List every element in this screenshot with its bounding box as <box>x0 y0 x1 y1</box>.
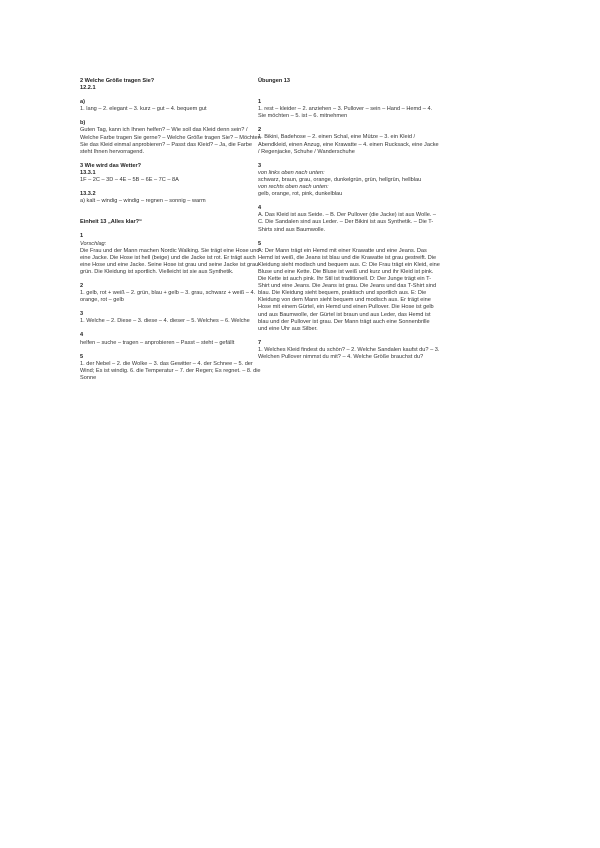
exercise-number: 3 <box>80 311 84 318</box>
answer-text: A: Der Mann trägt ein Hemd mit einer Krawatte und eine Jeans. Das Hemd ist weiß, die Jeans ist blau und die Krawatte ist grau gestreift. Die Kleidung sieht modisch und bequem aus. C: Die Frau trägt ein Kleid, eine Bluse und eine Kette. Die Bluse ist weiß und kurz und ihr Kleid ist pink. Die Kette ist auch pink. Ihr Stil ist traditionell. D: Der Junge trägt ein T-Shirt und eine Jeans. Die Jeans ist grau. Die Jeans und das T-Shirt sind blau. Die Kleidung sieht bequem, praktisch und sportlich aus. E: Die Kleidung von dem Mann sieht bequem und modisch aus. Er trägt eine Hose mit einem Gürtel, ein Hemd und einen Pullover. Die Hose ist gelb und aus Baumwolle, der Gürtel ist braun und aus Leder, das Hemd ist blau und der Pullover ist grau. Der Mann trägt auch eine Sonnenbrille und eine Uhr aus Silber. <box>258 247 440 332</box>
exercise-block <box>258 127 440 155</box>
part-label: a) <box>80 99 85 106</box>
exercise-number: 13.3.1 <box>80 169 96 176</box>
unit-title: Einheit 13 „Alles klar?“ <box>80 219 142 226</box>
section-title: 2 Welche Größe tragen Sie? <box>80 78 155 84</box>
right-column <box>258 78 440 368</box>
direction-label: von links oben nach unten: <box>258 169 325 176</box>
suggestion-label: Vorschlag: <box>80 240 107 247</box>
exercise-block <box>80 311 262 325</box>
exercise-block <box>80 332 262 346</box>
exercise-block <box>258 163 440 198</box>
answer-text: 1. der Nebel – 2. die Wolke – 3. das Gewitter – 4. der Schnee – 5. der Wind; Es ist windig. 6. die Temperatur – 7. der Regen; Es regnet. – 8. die Sonne <box>80 360 261 381</box>
exercise-number: 13.3.2 <box>80 191 96 198</box>
exercise-number: 12.2.1 <box>80 85 96 92</box>
exercise-block <box>258 205 440 233</box>
left-column <box>80 78 262 389</box>
answer-text: 1. Bikini, Badehose – 2. einen Schal, eine Mütze – 3. ein Kleid / Abendkleid, einen Anzug, eine Krawatte – 4. einen Rucksack, eine Jacke / Regenjacke, Schuhe / Wanderschuhe <box>258 134 439 155</box>
exercise-number: 3 <box>258 162 262 169</box>
answer-text: 1. gelb, rot + weiß – 2. grün, blau + gelb – 3. grau, schwarz + weiß – 4. orange, rot – gelb <box>80 290 256 304</box>
answer-text: schwarz, braun, grau, orange, dunkelgrün, grün, hellgrün, hellblau <box>258 176 422 183</box>
answer-text: 1. Welche – 2. Diese – 3. diese – 4. dieser – 5. Welches – 6. Welche <box>80 318 250 325</box>
answer-text: Die Frau und der Mann machen Nordic Walking. Sie trägt eine Hose und eine Jacke. Die Hose ist hell (beige) und die Jacke ist rot. Er trägt auch eine Hose und eine Jacke. Seine Hose ist grau und seine Jacke ist grau-grün. Die Kleidung ist sportlich. Vielleicht ist sie aus Synthetik. <box>80 247 261 275</box>
answer-text: Guten Tag, kann ich Ihnen helfen? – Wie soll das Kleid denn sein? / Welche Farbe tragen Sie gerne? – Welche Größe tragen Sie? – Möchten Sie das Kleid einmal anprobieren? – Passt das Kleid? – Ja, die Farbe steht Ihnen hervorragend. <box>80 127 261 155</box>
exercise-block <box>258 99 440 120</box>
exercise-number: 1 <box>80 233 84 240</box>
section-title: 3 Wie wird das Wetter? <box>80 162 142 169</box>
exercise-number: 5 <box>258 240 262 247</box>
exercise-number: 2 <box>258 127 262 134</box>
answer-text: 1. rest – kleider – 2. anziehen – 3. Pullover – sein – Hand – Hemd – 4. Sie möchten – 5. ist – 6. mitnehmen <box>258 106 433 120</box>
exercise-block <box>80 283 262 304</box>
unit-section <box>80 219 262 276</box>
exercise-block <box>258 241 440 333</box>
weather-section <box>80 163 262 205</box>
answer-text: 1. lang – 2. elegant – 3. kurz – gut – 4. bequem gut <box>80 106 207 113</box>
exercise-block <box>258 340 440 361</box>
answer-text: 1. Welches Kleid findest du schön? – 2. Welche Sandalen kaufst du? – 3. Welchen Pullover nimmst du mit? – 4. Welche Größe brauchst du? <box>258 346 440 360</box>
exercise-number: 2 <box>80 282 84 289</box>
size-section <box>80 78 262 156</box>
direction-label: von rechts oben nach unten: <box>258 184 329 191</box>
answer-text: a) kalt – windig – windig – regnen – sonnig – warm <box>80 198 206 205</box>
exercise-number: 4 <box>258 205 262 212</box>
exercise-number: 5 <box>80 353 84 360</box>
answer-text: helfen – suche – tragen – anprobieren – Passt – steht – gefällt <box>80 339 235 346</box>
answer-text: 1F – 2C – 3D – 4E – 5B – 6E – 7C – 8A <box>80 177 179 184</box>
part-label: b) <box>80 120 86 127</box>
section-title: Übungen 13 <box>258 78 291 84</box>
answer-text: A. Das Kleid ist aus Seide. – B. Der Pullover (die Jacke) ist aus Wolle. – C. Die Sandalen sind aus Leder. – Der Bikini ist aus Synthetik. – Die T-Shirts sind aus Baumwolle. <box>258 212 437 233</box>
answer-text: gelb, orange, rot, pink, dunkelblau <box>258 191 343 198</box>
exercise-number: 1 <box>258 99 262 106</box>
exercise-block <box>80 354 262 382</box>
exercises-header <box>258 78 440 85</box>
exercise-number: 4 <box>80 332 84 339</box>
exercise-number: 7 <box>258 339 262 346</box>
